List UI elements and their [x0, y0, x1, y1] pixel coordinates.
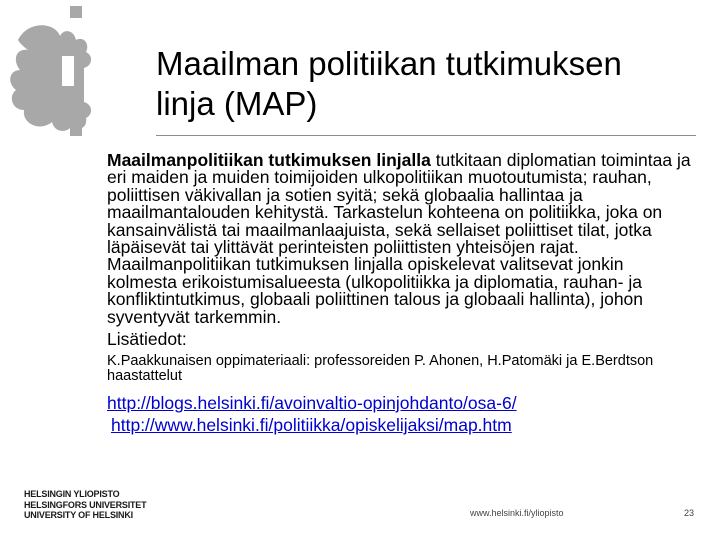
slide-body: [107, 152, 697, 436]
university-name-fi: HELSINGIN YLIOPISTO: [24, 489, 120, 499]
title-divider: [156, 135, 696, 136]
body-lead-bold: Maailmanpolitiikan tutkimuksen linjalla: [107, 150, 431, 170]
university-name: [24, 489, 146, 521]
program-page-link[interactable]: http://www.helsinki.fi/politiikka/opiskelijaksi/map.htm: [111, 415, 512, 436]
university-name-sv: HELSINGFORS UNIVERSITET: [24, 499, 147, 510]
slide-title: [156, 44, 696, 124]
footer-url: www.helsinki.fi/yliopisto: [470, 508, 564, 518]
page-number: 23: [684, 508, 695, 518]
slide-title-line-1: Maailman politiikan tutkimuksen: [156, 45, 622, 82]
citation-text: K.Paakkunaisen oppimateriaali: professoreiden P. Ahonen, H.Patomäki ja E.Berdtson haastattelut: [107, 353, 654, 385]
blog-link[interactable]: http://blogs.helsinki.fi/avoinvaltio-opinjohdanto/osa-6/: [107, 393, 517, 414]
body-text: tutkitaan diplomatian toimintaa ja eri maiden ja muiden toimijoiden ulkopolitiikan muotoutumista; rauhan, poliittisen väkivallan ja sotien syitä; sekä globaalia hallintaa ja maailmantalouden kehitystä. Tarkastelun kohteena on politiikka, joka on kansainvälistä tai maailmanlaajuista, sekä sellaiset poliittiset tilat, jotka läpäisevät tai ylittävät perinteisten poliittisten yhteisöjen rajat. Maailmanpolitiikan tutkimuksen linjalla opiskelevat valitsevat jonkin kolmesta erikoistumisalueesta (ulkopolitiikka ja diplomatia, rauhan- ja konfliktintutkimus, globaali poliittinen talous ja globaali hallinta), johon syventyvät tarkemmin.: [107, 150, 691, 327]
slide-title-line-2: linja (MAP): [156, 85, 318, 122]
university-logo-icon: [0, 0, 150, 150]
body-paragraph: [107, 152, 697, 326]
university-name-en: UNIVERSITY OF HELSINKI: [24, 510, 133, 520]
more-info-label: Lisätiedot:: [107, 329, 187, 350]
